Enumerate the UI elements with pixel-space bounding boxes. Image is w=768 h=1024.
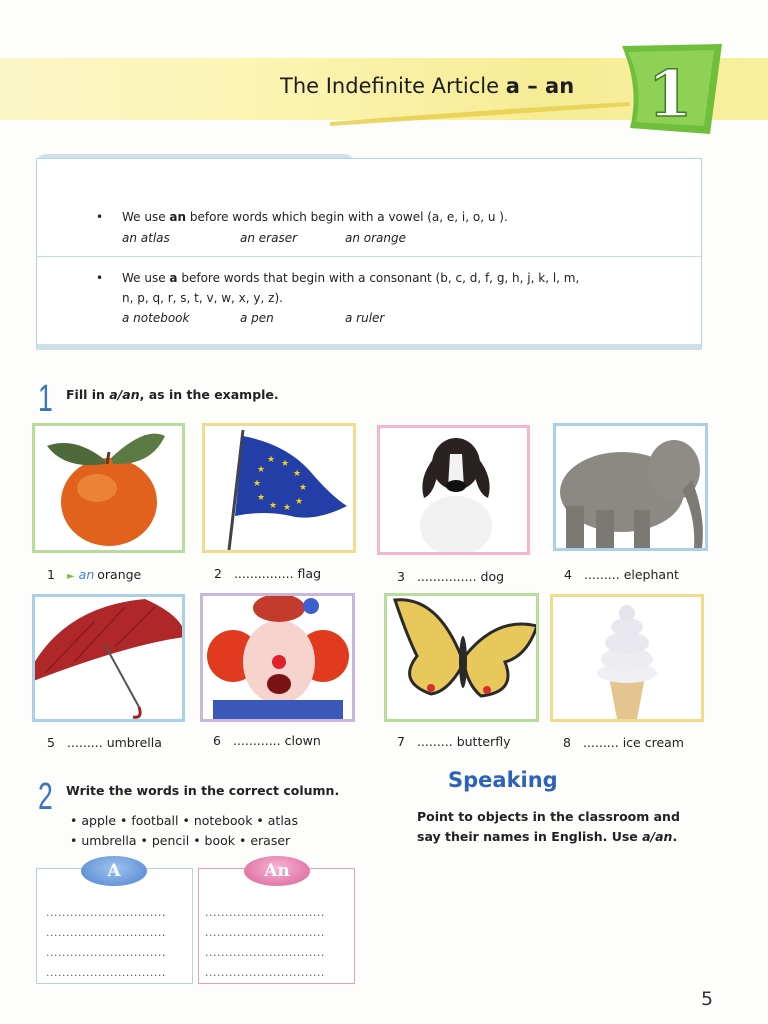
picture-elephant: [553, 423, 708, 551]
example-an-eraser: an eraser: [240, 231, 298, 245]
ice-cream-icon: [553, 597, 701, 719]
speaking-title: Speaking: [448, 768, 558, 792]
svg-text:★: ★: [299, 483, 308, 493]
example-a-ruler: a ruler: [345, 311, 385, 325]
picture-umbrella: [32, 594, 185, 722]
item-2-caption: 2 ............... flag: [214, 566, 322, 581]
column-a-line[interactable]: ..............................: [46, 966, 166, 979]
picture-flag: [202, 423, 356, 553]
page-number: 5: [701, 988, 714, 1010]
butterfly-icon: [387, 596, 536, 719]
picture-butterfly: [384, 593, 539, 722]
svg-text:★: ★: [253, 479, 262, 489]
svg-text:★: ★: [283, 503, 292, 513]
item-7-caption: 7 ......... butterfly: [397, 734, 511, 749]
rule-a-text-line2: n, p, q, r, s, t, v, w, x, y, z).: [122, 291, 283, 305]
item-1-caption: 1 ► an orange: [47, 567, 142, 582]
word-list-line-1: • apple • football • notebook • atlas: [70, 813, 298, 828]
rule-divider: [36, 256, 702, 257]
item-5-caption: 5 ......... umbrella: [47, 735, 162, 750]
column-an-line[interactable]: ..............................: [205, 966, 325, 979]
umbrella-icon: [35, 597, 182, 719]
svg-text:★: ★: [269, 501, 278, 511]
column-an-line[interactable]: ..............................: [205, 906, 325, 919]
item-8-caption: 8 ......... ice cream: [563, 735, 684, 750]
picture-clown: [200, 593, 355, 722]
item-6-caption: 6 ............ clown: [213, 733, 321, 748]
rule-bullet: •: [96, 271, 104, 285]
svg-text:★: ★: [267, 455, 276, 465]
exercise-1-instruction: Fill in a/an, as in the example.: [66, 387, 279, 402]
column-an-label: An: [244, 856, 310, 886]
column-an-line[interactable]: ..............................: [205, 946, 325, 959]
exercise-1-number: 1: [38, 378, 53, 420]
answer-blank: .........: [66, 735, 103, 750]
speaking-instruction: Point to objects in the classroom and say their names in English. Use a/an.: [417, 809, 680, 844]
example-an-orange: an orange: [345, 231, 407, 245]
svg-text:★: ★: [295, 497, 304, 507]
example-a-pen: a pen: [240, 311, 274, 325]
rule-bullet: •: [96, 210, 104, 224]
word-list-line-2: • umbrella • pencil • book • eraser: [70, 833, 291, 848]
example-an-atlas: an atlas: [122, 231, 170, 245]
svg-text:★: ★: [293, 469, 302, 479]
exercise-2-instruction: Write the words in the correct column.: [66, 783, 340, 798]
answer-blank: .........: [416, 734, 453, 749]
answer-blank: ...............: [416, 569, 477, 584]
answer-blank: ...............: [233, 566, 294, 581]
column-a-line[interactable]: ..............................: [46, 926, 166, 939]
orange-icon: [35, 426, 182, 550]
example-a-notebook: a notebook: [122, 311, 190, 325]
dog-icon: [380, 428, 527, 552]
rule-a-text: We use a before words that begin with a consonant (b, c, d, f, g, h, j, k, l, m,: [122, 271, 580, 285]
column-a-line[interactable]: ..............................: [46, 946, 166, 959]
svg-text:★: ★: [281, 459, 290, 469]
picture-orange: [32, 423, 185, 553]
elephant-icon: [556, 426, 705, 548]
item-4-caption: 4 ......... elephant: [564, 567, 679, 582]
answer-blank: .........: [583, 567, 620, 582]
unit-badge: [618, 42, 726, 138]
eu-flag-icon: [205, 426, 353, 550]
page-title: The Indefinite Article a – an: [280, 74, 575, 98]
item-3-caption: 3 ............... dog: [397, 569, 505, 584]
picture-ice-cream: [550, 594, 704, 722]
column-a-label: A: [81, 856, 147, 886]
picture-dog: [377, 425, 530, 555]
title-swoosh: [330, 100, 630, 128]
column-an-line[interactable]: ..............................: [205, 926, 325, 939]
column-a-line[interactable]: ..............................: [46, 906, 166, 919]
svg-text:★: ★: [257, 465, 266, 475]
answer-blank: .........: [582, 735, 619, 750]
exercise-2-number: 2: [38, 776, 53, 818]
svg-text:★: ★: [257, 493, 266, 503]
answer-blank: ............: [232, 733, 281, 748]
rule-an-text: We use an before words which begin with a vowel (a, e, i, o, u ).: [122, 210, 508, 224]
clown-icon: [203, 596, 352, 719]
unit-number: 1: [647, 57, 693, 132]
arrow-right-icon: ►: [66, 571, 75, 582]
